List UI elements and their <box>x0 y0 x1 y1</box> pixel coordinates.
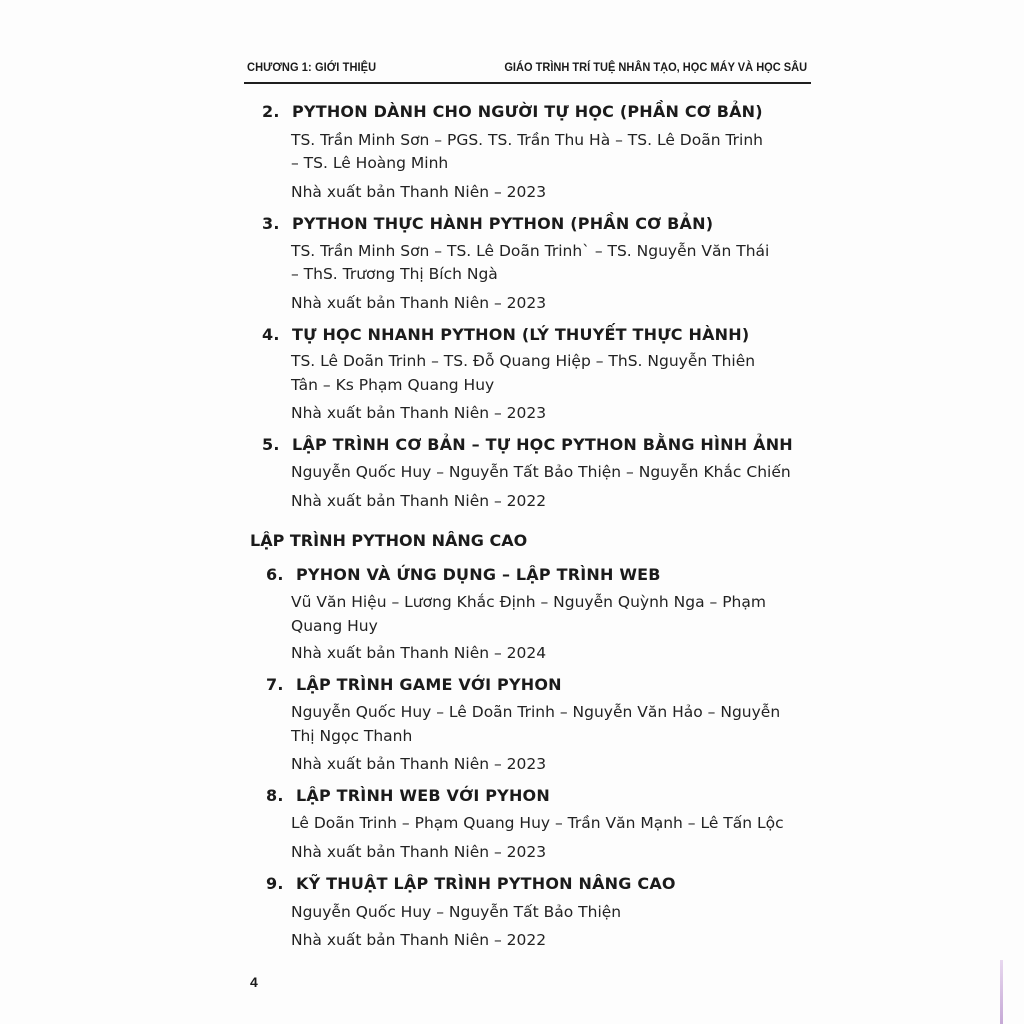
entry-number: 5. <box>262 435 280 454</box>
page-number: 4 <box>250 974 258 990</box>
entry-authors: Tân – Ks Phạm Quang Huy <box>291 376 495 394</box>
entry-authors: TS. Trần Minh Sơn – TS. Lê Doãn Trinh` – TS. Nguyễn Văn Thái <box>291 242 770 260</box>
entry-title-text: LẬP TRÌNH WEB VỚI PYHON <box>296 786 550 805</box>
entry-publisher: Nhà xuất bản Thanh Niên – 2023 <box>291 183 547 201</box>
section-heading: LẬP TRÌNH PYTHON NÂNG CAO <box>250 531 528 550</box>
chapter-label: CHƯƠNG 1: GIỚI THIỆU <box>247 60 377 74</box>
entry-title-text: TỰ HỌC NHANH PYTHON (LÝ THUYẾT THỰC HÀNH) <box>292 325 750 344</box>
entry-title <box>262 435 793 455</box>
entry-title-text: LẬP TRÌNH CƠ BẢN – TỰ HỌC PYTHON BẰNG HÌNH ẢNH <box>292 435 793 454</box>
page-edge-mark <box>1000 960 1003 1024</box>
entry-publisher: Nhà xuất bản Thanh Niên – 2023 <box>291 755 547 773</box>
entry-publisher: Nhà xuất bản Thanh Niên – 2023 <box>291 404 547 422</box>
entry-authors: – ThS. Trương Thị Bích Ngà <box>291 265 498 283</box>
entry-title-text: PYTHON DÀNH CHO NGƯỜI TỰ HỌC (PHẦN CƠ BẢN) <box>292 102 763 121</box>
entry-title <box>266 565 661 585</box>
entry-title <box>266 874 676 894</box>
entry-authors: Nguyễn Quốc Huy – Nguyễn Tất Bảo Thiện <box>291 903 622 921</box>
entry-title-text: KỸ THUẬT LẬP TRÌNH PYTHON NÂNG CAO <box>296 874 676 893</box>
entry-publisher: Nhà xuất bản Thanh Niên – 2023 <box>291 294 547 312</box>
entry-title <box>262 102 763 122</box>
entry-publisher: Nhà xuất bản Thanh Niên – 2024 <box>291 644 547 662</box>
entry-number: 8. <box>266 786 284 805</box>
entry-title-text: PYHON VÀ ỨNG DỤNG – LẬP TRÌNH WEB <box>296 565 661 584</box>
entry-title-text: PYTHON THỰC HÀNH PYTHON (PHẦN CƠ BẢN) <box>292 214 714 233</box>
entry-title <box>266 675 562 695</box>
entry-number: 9. <box>266 874 284 893</box>
entry-authors: Nguyễn Quốc Huy – Nguyễn Tất Bảo Thiện – Nguyễn Khắc Chiến <box>291 463 791 481</box>
entry-authors: Vũ Văn Hiệu – Lương Khắc Định – Nguyễn Quỳnh Nga – Phạm <box>291 593 766 611</box>
entry-authors: – TS. Lê Hoàng Minh <box>291 154 449 172</box>
entry-authors: TS. Trần Minh Sơn – PGS. TS. Trần Thu Hà – TS. Lê Doãn Trinh <box>291 131 763 149</box>
entry-publisher: Nhà xuất bản Thanh Niên – 2023 <box>291 843 547 861</box>
entry-title <box>262 325 749 345</box>
entry-publisher: Nhà xuất bản Thanh Niên – 2022 <box>291 492 547 510</box>
entry-publisher: Nhà xuất bản Thanh Niên – 2022 <box>291 931 547 949</box>
entry-number: 6. <box>266 565 284 584</box>
entry-title <box>266 786 550 806</box>
entry-authors: Thị Ngọc Thanh <box>291 727 413 745</box>
entry-title-text: LẬP TRÌNH GAME VỚI PYHON <box>296 675 562 694</box>
entry-number: 7. <box>266 675 284 694</box>
entry-authors: Lê Doãn Trinh – Phạm Quang Huy – Trần Văn Mạnh – Lê Tấn Lộc <box>291 814 784 832</box>
entry-authors: Quang Huy <box>291 617 378 635</box>
entry-number: 2. <box>262 102 280 121</box>
book-title: GIÁO TRÌNH TRÍ TUỆ NHÂN TẠO, HỌC MÁY VÀ HỌC SÂU <box>504 60 807 74</box>
entry-authors: Nguyễn Quốc Huy – Lê Doãn Trinh – Nguyễn Văn Hảo – Nguyễn <box>291 703 781 721</box>
entry-number: 4. <box>262 325 280 344</box>
entry-authors: TS. Lê Doãn Trinh – TS. Đỗ Quang Hiệp – ThS. Nguyễn Thiên <box>291 352 756 370</box>
entry-title <box>262 214 713 234</box>
entry-number: 3. <box>262 214 280 233</box>
running-header <box>244 52 811 84</box>
